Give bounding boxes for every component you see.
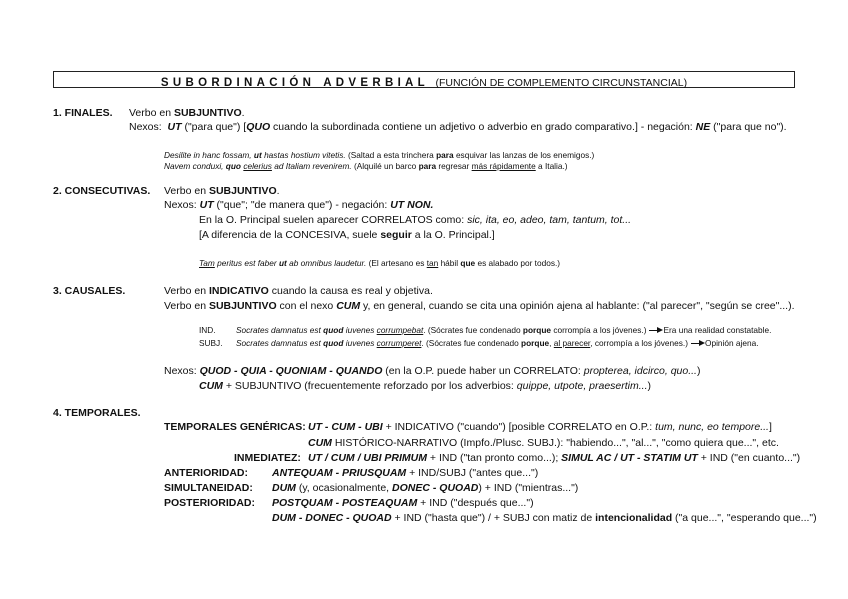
text: Opinión ajena. xyxy=(705,338,759,348)
text: Verbo en xyxy=(164,185,209,197)
causales-subjuntivo-line xyxy=(164,300,795,312)
text: peritus est faber xyxy=(214,258,279,268)
text: ("a que...", "esperando que...") xyxy=(672,512,817,524)
text: SUBJUNTIVO xyxy=(208,300,277,312)
text: CUM xyxy=(199,380,223,392)
text: QUOD - QUIA - QUONIAM - QUANDO xyxy=(199,365,383,377)
text: , xyxy=(549,338,554,348)
text: + INDICATIVO ("cuando") [posible CORRELATO en O.P.: xyxy=(382,421,656,433)
causales-subj-label: SUBJ. xyxy=(199,338,223,348)
text: iuvenes xyxy=(343,325,377,335)
causales-cum-line xyxy=(199,380,651,392)
text: (en la O.P. puede haber un CORRELATO: xyxy=(382,365,584,377)
text: a Italia.) xyxy=(535,161,568,171)
text: DUM xyxy=(272,482,296,494)
text: UT / CUM / UBI PRIMUM xyxy=(308,452,427,464)
text: hábil xyxy=(438,258,461,268)
nexo-ut-non: UT NON. xyxy=(390,199,434,211)
consecutivas-correlatos-line xyxy=(199,214,631,226)
temporales-genericas-line-2 xyxy=(308,437,779,449)
text: que xyxy=(460,258,476,268)
text: con el nexo xyxy=(276,300,337,312)
text: Nexos: xyxy=(164,199,200,211)
title-word-2: ADVERBIAL xyxy=(323,77,429,89)
text: Verbo en xyxy=(129,107,174,119)
text: UT - CUM - UBI xyxy=(308,421,383,433)
text: + IND ("después que...") xyxy=(417,497,534,509)
text: Desilite in hanc fossam, xyxy=(164,150,254,160)
text: [A diferencia de la CONCESIVA, suele xyxy=(199,229,381,241)
text: porque xyxy=(522,325,552,335)
causales-example-subj xyxy=(236,338,759,348)
text: En la O. Principal suelen aparecer CORRELATOS como: xyxy=(199,214,468,226)
text: quippe, utpote, praesertim... xyxy=(516,380,648,392)
consecutivas-nexos-line xyxy=(164,199,433,211)
text: ut xyxy=(278,258,287,268)
text: (Alquilé un barco xyxy=(351,161,419,171)
page-title xyxy=(54,73,794,91)
text: (y, ocasionalmente, xyxy=(295,482,393,494)
text: cuando la causa es real y objetiva. xyxy=(268,285,433,297)
text: tum, nunc, eo tempore... xyxy=(655,421,769,433)
arrow-right-icon xyxy=(691,343,703,344)
text: ) xyxy=(647,380,652,392)
text: porque xyxy=(521,338,550,348)
text: Navem conduxi, xyxy=(164,161,226,171)
text: ("para que no"). xyxy=(710,121,787,133)
text: Tam xyxy=(199,258,215,268)
text: Era una realidad constatable. xyxy=(663,325,772,335)
finales-verbo-line xyxy=(129,107,245,119)
simultaneidad-line xyxy=(272,482,578,494)
text: sic, ita, eo, adeo, tam, tantum, tot... xyxy=(467,214,632,226)
finales-example-2 xyxy=(164,161,568,171)
text: + IND ("en cuanto...") xyxy=(697,452,801,464)
text: regresar xyxy=(436,161,472,171)
text: intencionalidad xyxy=(595,512,673,524)
text: ) + IND ("mientras...") xyxy=(478,482,579,494)
text: HISTÓRICO-NARRATIVO (Impfo./Plusc. SUBJ.): "habiendo...", "al...", "como quiera que...", etc. xyxy=(331,437,779,449)
causales-indicativo-line xyxy=(164,285,433,297)
text: Nexos: xyxy=(129,121,162,133)
title-word-1: SUBORDINACIÓN xyxy=(160,77,316,89)
posterioridad-label: POSTERIORIDAD: xyxy=(164,497,256,509)
text: Nexos: xyxy=(164,365,200,377)
text: Verbo en xyxy=(164,300,209,312)
text: . (Sócrates fue condenado xyxy=(421,338,522,348)
text: POSTQUAM - POSTEAQUAM xyxy=(272,497,418,509)
text: SUBJUNTIVO xyxy=(208,185,277,197)
section-causales-heading: 3. CAUSALES. xyxy=(53,285,126,297)
text: a la O. Principal.] xyxy=(411,229,495,241)
text: quod xyxy=(323,325,344,335)
text: ("para que") [ xyxy=(181,121,247,133)
text: DUM - DONEC - QUOAD xyxy=(272,512,392,524)
text: + IND/SUBJ ("antes que...") xyxy=(406,467,539,479)
text: corrumperet xyxy=(376,338,422,348)
temporales-genericas-label: TEMPORALES GENÉRICAS: xyxy=(164,421,306,433)
text: ab omnibus laudetur. xyxy=(286,258,367,268)
causales-nexos-line xyxy=(164,365,700,377)
nexo-ne: NE xyxy=(695,121,711,133)
text: Verbo en xyxy=(164,285,209,297)
text: SIMUL AC / UT - STATIM UT xyxy=(561,452,698,464)
title-box xyxy=(53,71,795,88)
text: + SUBJUNTIVO (frecuentemente reforzado por los adverbios: xyxy=(222,380,517,392)
text: CUM xyxy=(308,437,332,449)
text: ) xyxy=(696,365,701,377)
text: INDICATIVO xyxy=(208,285,269,297)
text: al parecer xyxy=(553,338,591,348)
text: SUBJUNTIVO xyxy=(173,107,242,119)
text: hastas hostium vitetis. xyxy=(261,150,346,160)
text: para xyxy=(418,161,437,171)
nexo-quo: QUO xyxy=(246,121,271,133)
text: . (Sócrates fue condenado xyxy=(423,325,523,335)
text: tan xyxy=(426,258,439,268)
text: (Saltad a esta trinchera xyxy=(345,150,437,160)
simultaneidad-label: SIMULTANEIDAD: xyxy=(164,482,253,494)
text: corrumpebat xyxy=(376,325,424,335)
nexo-ut: UT xyxy=(199,199,214,211)
section-temporales-heading: 4. TEMPORALES. xyxy=(53,407,141,419)
text: corrompía a los jóvenes.) xyxy=(551,325,647,335)
temporales-genericas-line-1 xyxy=(308,421,772,433)
title-subtitle: (FUNCIÓN DE COMPLEMENTO CIRCUNSTANCIAL) xyxy=(435,77,688,89)
text: Socrates damnatus est xyxy=(236,338,324,348)
text: cuando la subordinada contiene un adjetivo o adverbio en grado comparativo.] - negación: xyxy=(270,121,696,133)
text: quod xyxy=(323,338,344,348)
text: esquivar las lanzas de los enemigos.) xyxy=(453,150,595,160)
text: ad Italiam revenirem. xyxy=(271,161,352,171)
causales-example-ind xyxy=(236,325,771,335)
text: (El artesano es xyxy=(366,258,427,268)
text: + IND ("tan pronto como...); xyxy=(427,452,562,464)
text: más rápidamente xyxy=(471,161,536,171)
text: quo xyxy=(225,161,242,171)
text: celerius xyxy=(243,161,272,171)
text: ] xyxy=(768,421,772,433)
text: y, en general, cuando se cita una opinión ajena al hablante: ("al parecer", "según se cree"...). xyxy=(360,300,795,312)
text: ("que"; "de manera que") - negación: xyxy=(213,199,391,211)
posterioridad-line-2 xyxy=(272,512,817,524)
finales-nexos-line xyxy=(129,121,787,133)
text: Socrates damnatus est xyxy=(236,325,324,335)
anterioridad-line xyxy=(272,467,538,479)
text: ANTEQUAM - PRIUSQUAM xyxy=(272,467,407,479)
text: , corrompía a los jóvenes.) xyxy=(590,338,688,348)
arrow-right-icon xyxy=(649,330,661,331)
text: ut xyxy=(253,150,262,160)
inmediatez-line xyxy=(308,452,800,464)
text: es alabado por todos.) xyxy=(475,258,561,268)
section-consecutivas-heading: 2. CONSECUTIVAS. xyxy=(53,185,151,197)
section-finales-heading: 1. FINALES. xyxy=(53,107,113,119)
anterioridad-label: ANTERIORIDAD: xyxy=(164,467,248,479)
text: . xyxy=(276,185,280,197)
causales-ind-label: IND. xyxy=(199,325,216,335)
text: para xyxy=(436,150,454,160)
text: . xyxy=(241,107,245,119)
nexo-ut: UT xyxy=(167,121,182,133)
text: seguir xyxy=(380,229,412,241)
consecutivas-example xyxy=(199,258,560,268)
text: + IND ("hasta que") / + SUBJ con matiz de xyxy=(391,512,596,524)
posterioridad-line-1 xyxy=(272,497,534,509)
consecutivas-verbo-line xyxy=(164,185,280,197)
consecutivas-note-line xyxy=(199,229,495,241)
text: propterea, idcirco, quo... xyxy=(583,365,697,377)
text: DONEC - QUOAD xyxy=(392,482,479,494)
finales-example-1 xyxy=(164,150,594,160)
text: CUM xyxy=(336,300,361,312)
text: iuvenes xyxy=(343,338,377,348)
inmediatez-label: INMEDIATEZ: xyxy=(234,452,301,464)
